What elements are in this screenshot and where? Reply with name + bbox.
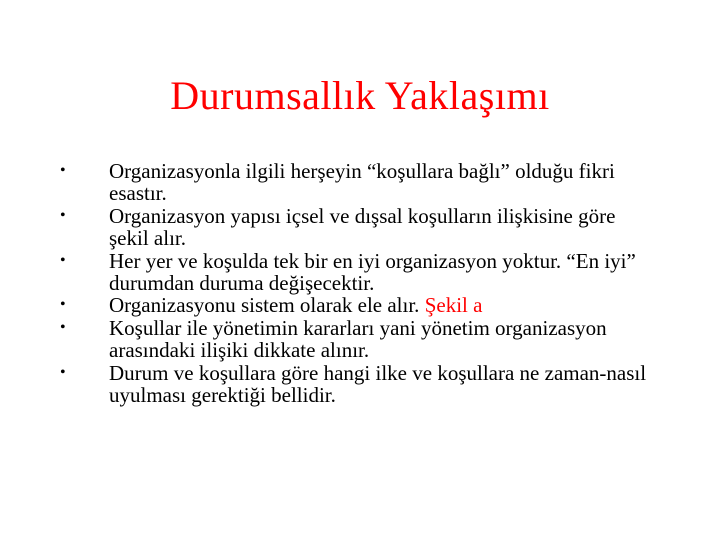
bullet-item (60, 160, 660, 205)
bullet-dot-icon: • (60, 206, 66, 224)
slide-title: Durumsallık Yaklaşımı (170, 73, 550, 118)
bullet-dot-icon: • (60, 363, 66, 381)
bullet-text: Durum ve koşullara göre hangi ilke ve koşullara ne zaman-nasıl uyulması gerektiği bellidir. (109, 360, 647, 408)
bullet-item (60, 294, 660, 316)
bullet-item (60, 317, 660, 362)
bullet-list (60, 160, 660, 406)
bullet-dot-icon: • (60, 296, 66, 314)
bullet-dot-icon: • (60, 251, 66, 269)
bullet-text: Organizasyonla ilgili herşeyin “koşullara bağlı” olduğu fikri esastır. (109, 159, 615, 206)
bullet-item (60, 250, 660, 295)
sekil-a-link[interactable]: Şekil a (424, 293, 483, 318)
bullet-item (60, 362, 660, 407)
bullet-text: Organizasyonu sistem olarak ele alır. (109, 293, 420, 318)
bullet-text: Her yer ve koşulda tek bir en iyi organizasyon yoktur. “En iyi” durumdan duruma değişecektir. (109, 248, 636, 296)
bullet-dot-icon: • (60, 162, 66, 179)
bullet-text: Organizasyon yapısı içsel ve dışsal koşulların ilişkisine göre şekil alır. (109, 203, 616, 251)
bullet-dot-icon: • (60, 318, 66, 336)
bullet-text: Koşullar ile yönetimin kararları yani yönetim organizasyon arasındaki ilişiki dikkate alınır. (109, 315, 607, 363)
bullet-item (60, 205, 660, 250)
